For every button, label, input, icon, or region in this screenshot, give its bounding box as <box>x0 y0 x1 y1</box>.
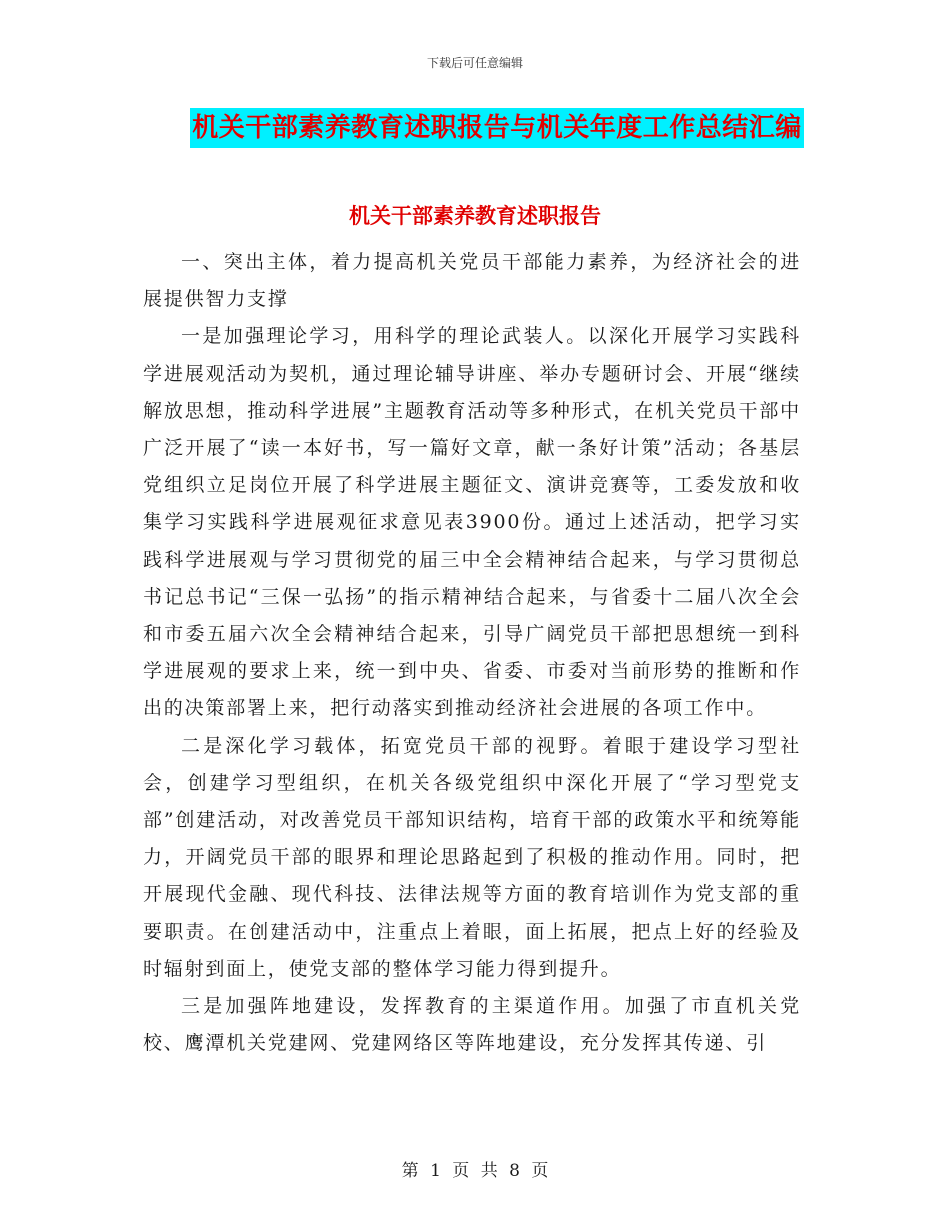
document-title: 机关干部素养教育述职报告与机关年度工作总结汇编 <box>190 108 804 148</box>
page-number: 第 1 页 共 8 页 <box>401 1161 549 1181</box>
section-title: 机关干部素养教育述职报告 <box>349 203 601 228</box>
paragraph-2: 一是加强理论学习，用科学的理论武装人。以深化开展学习实践科学进展观活动为契机，通过理论辅导讲座、举办专题研讨会、开展“继续解放思想，推动科学进展”主题教育活动等多种形式，在机关党员干部中广泛开展了“读一本好书，写一篇好文章，献一条好计策”活动；各基层党组织立足岗位开展了科学进展主题征文、演讲竞赛等，工委发放和收集学习实践科学进展观征求意见表3900份。通过上述活动，把学习实践科学进展观与学习贯彻党的届三中全会精神结合起来，与学习贯彻总书记总书记“三保一弘扬”的指示精神结合起来，与省委十二届八次全会和市委五届六次全会精神结合起来，引导广阔党员干部把思想统一到科学进展观的要求上来，统一到中央、省委、市委对当前形势的推断和作出的决策部署上来，把行动落实到推动经济社会进展的各项工作中。 <box>143 325 801 720</box>
document-title-container <box>0 108 950 148</box>
paragraph-3: 二是深化学习载体，拓宽党员干部的视野。着眼于建设学习型社会，创建学习型组织，在机关各级党组织中深化开展了“学习型党支部”创建活动，对改善党员干部知识结构，培育干部的政策水平和统筹能力，开阔党员干部的眼界和理论思路起到了积极的推动作用。同时，把开展现代金融、现代科技、法律法规等方面的教育培训作为党支部的重要职责。在创建活动中，注重点上着眼，面上拓展，把点上好的经验及时辐射到面上，使党支部的整体学习能力得到提升。 <box>143 734 801 980</box>
paragraph-4: 三是加强阵地建设，发挥教育的主渠道作用。加强了市直机关党校、鹰潭机关党建网、党建网络区等阵地建设，充分发挥其传递、引 <box>143 995 801 1055</box>
paragraph-1: 一、突出主体，着力提高机关党员干部能力素养，为经济社会的进展提供智力支撑 <box>143 251 801 311</box>
page-header-note: 下载后可任意编辑 <box>426 56 523 70</box>
document-body <box>143 244 801 1062</box>
